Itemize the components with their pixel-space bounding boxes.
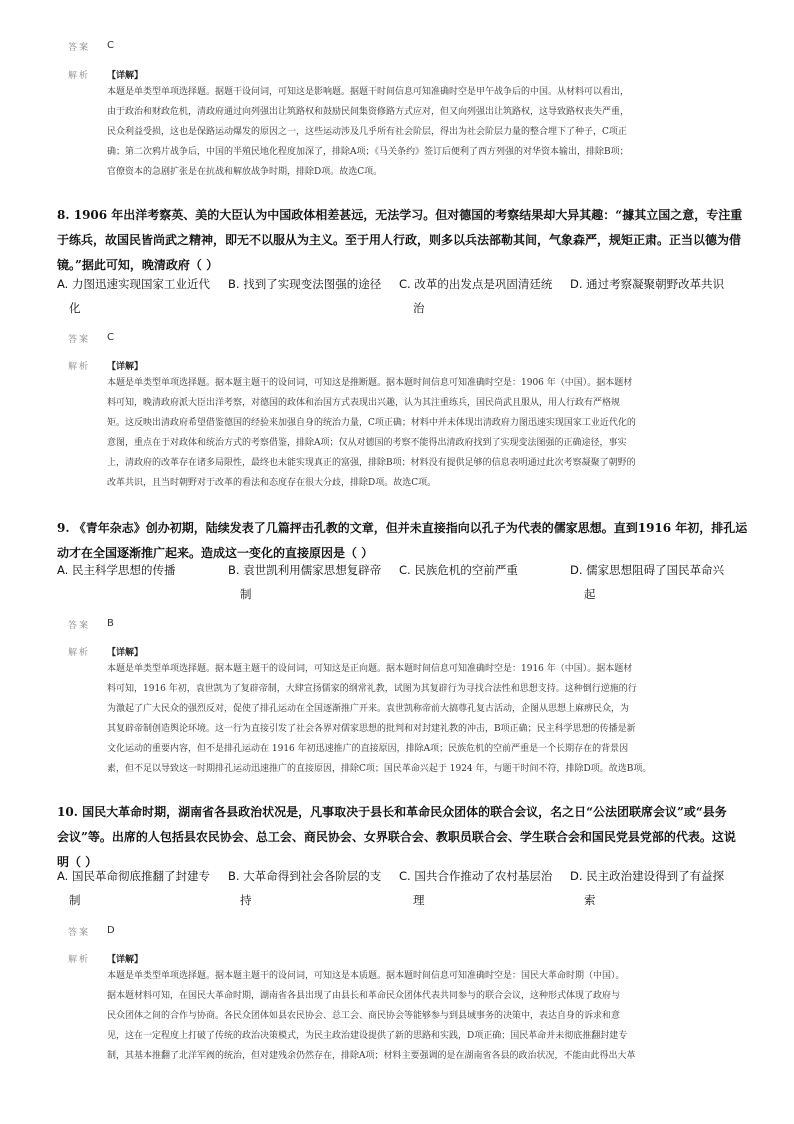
answer-value: B (107, 618, 114, 629)
option-d[interactable]: D. 儒家思想阻碍了国民革命兴 起 (570, 563, 725, 601)
answer-value: D (107, 925, 115, 936)
option-d[interactable]: D. 民主政治建设得到了有益探 索 (570, 869, 725, 907)
detail-title: 【详解】 (107, 648, 144, 658)
answer-value: C (107, 40, 114, 51)
answer-label: 答案 C (68, 332, 114, 345)
analysis-line: 确；第二次鸦片战争后，中国的半殖民地化程度加深了，排除A项；《马关条约》签订后便利了西方列强的对华资本输出，排除B项； (107, 147, 629, 157)
analysis-label: 解析 (68, 955, 91, 965)
stem-line: 《青年杂志》创办初期，陆续发表了几篇抨击孔教的文章，但并未直接指向以孔子为代表的儒家思想。直到1916 年初，排孔运 (73, 521, 748, 535)
answer-value: C (107, 332, 114, 343)
question-number: 9. (57, 521, 70, 535)
stem-line: 动才在全国逐渐推广起来。造成这一变化的直接原因是（ ） (57, 546, 374, 560)
option-d[interactable]: D. 通过考察凝聚朝野改革共识 (570, 277, 725, 291)
detail-title: 【详解】 (107, 362, 144, 372)
stem-line: 明（ ） (57, 855, 98, 869)
analysis-line: 素，但不足以导致这一时期排孔运动迅速推广的直接原因，排除C项；国民革命兴起于 1924 年，与题干时间不符，排除D项。故选B项。 (107, 764, 652, 774)
option-c[interactable]: C. 国共合作推动了农村基层治 理 (399, 869, 553, 907)
analysis-line: 矩。这反映出清政府希望借鉴德国的经验来加强自身的统治力量，C项正确；材料中并未体现出清政府力图迅速实现国家工业近代化的 (107, 418, 636, 428)
option-a[interactable]: A. 民主科学思想的传播 (57, 563, 176, 577)
analysis-line: 据本题材料可知，在国民大革命时期，湖南省各县出现了由县长和革命民众团体代表共同参与的联合会议，这种形式体现了政府与 (107, 991, 621, 1001)
question-number: 10. (57, 805, 78, 819)
option-b[interactable]: B. 找到了实现变法图强的途径 (228, 277, 382, 291)
question-stem-8 (57, 203, 743, 278)
analysis-line: 本题是单类型单项选择题。据题干设问词，可知这是影响题。据题干时间信息可知准确时空是甲午战争后的中国。从材料可以看出， (107, 87, 630, 97)
answer-label: 答案 B (68, 618, 114, 631)
analysis-label: 解析 (68, 648, 91, 658)
option-b[interactable]: B. 袁世凯利用儒家思想复辟帝 制 (228, 563, 382, 601)
analysis-text (107, 659, 719, 779)
detail-title: 【详解】 (107, 955, 144, 965)
analysis-line: 为激起了广大民众的强烈反对，促使了排孔运动在全国逐渐推广开来。袁世凯称帝前大搞尊孔复古活动，企图从思想上麻痹民众，为 (107, 704, 630, 714)
analysis-line: 见，这在一定程度上打破了传统的政治决策模式，为民主政治建设提供了新的思路和实践，D项正确；国民革命并未彻底推翻封建专 (107, 1031, 628, 1041)
answer-label: 答案 D (68, 925, 115, 938)
question-number: 8. (57, 208, 70, 222)
stem-line: 会议”等。出席的人包括县农民协会、总工会、商民协会、女界联合会、教职员联合会、学生联合会和国民党县党部的代表。这说 (57, 830, 736, 844)
analysis-line: 官僚资本的急剧扩张是在抗战和解放战争时期，排除D项。故选C项。 (107, 167, 383, 177)
analysis-line: 文化运动的重要内容，但不是排孔运动在 1916 年初迅速推广的直接原因，排除A项；民族危机的空前严重是一个长期存在的背景因 (107, 744, 629, 754)
analysis-label: 解析 (68, 71, 91, 81)
option-c[interactable]: C. 民族危机的空前严重 (399, 563, 518, 577)
analysis-line: 其复辟帝制创造舆论环境。这一行为直接引发了社会各界对儒家思想的批判和对封建礼教的冲击，B项正确；民主科学思想的传播是新 (107, 724, 636, 734)
option-b[interactable]: B. 大革命得到社会各阶层的支 持 (228, 869, 382, 907)
stem-line: 镜。”据此可知，晚清政府（ ） (57, 258, 219, 272)
analysis-line: 上，清政府的改革存在诸多局限性，最终也未能实现真正的富强，排除B项；材料没有提供足够的信息表明通过此次考察凝聚了朝野的 (107, 458, 636, 468)
analysis-text (107, 373, 719, 493)
analysis-line: 本题是单类型单项选择题。据本题主题干的设问词，可知这是本质题。据本题时间信息可知准确时空是：国民大革命时期（中国）。 (107, 971, 625, 981)
detail-title: 【详解】 (107, 71, 144, 81)
stem-line: 国民大革命时期，湖南省各县政治状况是，凡事取决于县长和革命民众团体的联合会议，名之日“公法团联席会议”或“县务 (82, 805, 727, 819)
option-c[interactable]: C. 改革的出发点是巩固清廷统 治 (399, 277, 553, 315)
option-a[interactable]: A. 力图迅速实现国家工业近代 化 (57, 277, 210, 315)
analysis-line: 改革共识，且当时朝野对于改革的看法和态度存在很大分歧，排除D项。故选C项。 (107, 478, 437, 488)
analysis-label: 解析 (68, 362, 91, 372)
option-a[interactable]: A. 国民革命彻底推翻了封建专 制 (57, 869, 210, 907)
stem-line: 1906 年出洋考察英、美的大臣认为中国政体相差甚远，无法学习。但对德国的考察结果却大异其趣：“據其立国之意，专注重 (73, 208, 743, 222)
analysis-text (107, 966, 719, 1066)
stem-line: 于练兵，故国民皆尚武之精神，即无不以服从为主义。至于用人行政，则多以兵法部勒其间，气象森严，规矩正肃。正当以德为借 (57, 233, 742, 247)
analysis-line: 意图，重点在于对政体和统治方式的考察借鉴，排除A项；仅从对德国的考察不能得出清政府找到了实现变法图强的正确途径，事实 (107, 438, 627, 448)
analysis-text (107, 82, 719, 182)
analysis-line: 民众利益受损，这也是保路运动爆发的原因之一，这些运动涉及几乎所有社会阶层，得出为社会阶层力量的整合埋下了种子，C项正 (107, 127, 627, 137)
analysis-line: 本题是单类型单项选择题。据本题主题干的设问词，可知这是推断题。据本题时间信息可知准确时空是：1906 年（中国）。据本题材 (107, 378, 633, 388)
analysis-line: 料可知，1916 年初，袁世凯为了复辟帝制，大肆宣扬儒家的纲常礼教，试图为其复辟行为寻找合法性和思想支持。这种倒行逆施的行 (107, 684, 637, 694)
analysis-line: 由于政治和财政危机，清政府通过向列强出让筑路权和鼓励民间集资修路方式应对，但又向列强出让筑路权，这导致路权丧失严重， (107, 107, 630, 117)
analysis-line: 民众团体之间的合作与协商。各民众团体如县农民协会、总工会、商民协会等能够参与到县域事务的决策中，表达自身的诉求和意 (107, 1011, 621, 1021)
analysis-line: 制，其基本推翻了北洋军阀的统治，但对建残余仍然存在，排除A项；材料主要强调的是在湖南省各县的政治状况，不能由此得出大革 (107, 1051, 636, 1061)
answer-label: 答案 C (68, 40, 114, 53)
analysis-line: 料可知，晚清政府派大臣出洋考察，对德国的政体和治国方式表现出兴趣，认为其注重练兵，国民尚武且服从，用人行政有严格规 (107, 398, 621, 408)
analysis-line: 本题是单类型单项选择题。据本题主题干的设问词，可知这是正向题。据本题时间信息可知准确时空是：1916 年（中国）。据本题材 (107, 664, 633, 674)
